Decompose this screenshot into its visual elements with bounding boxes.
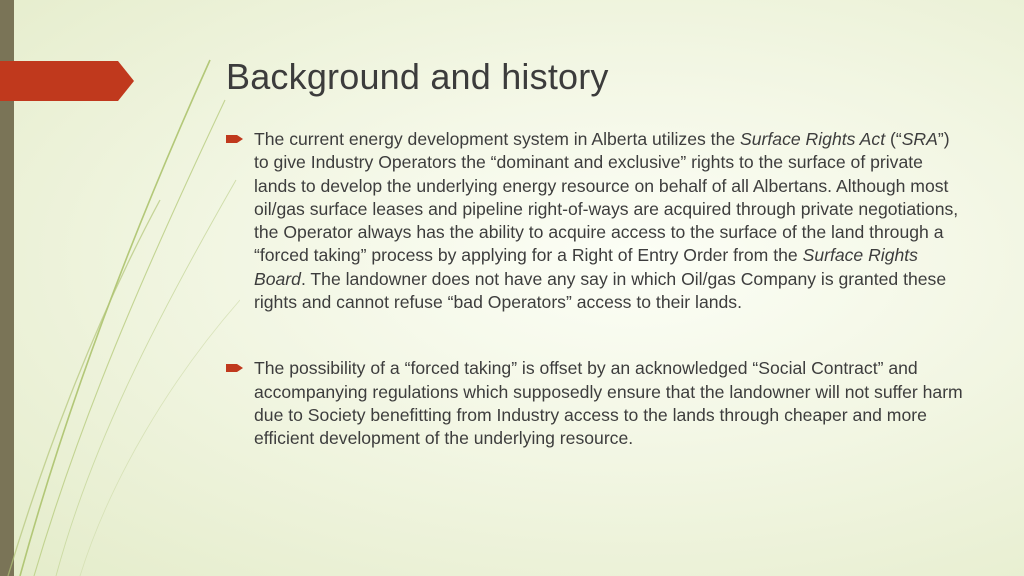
board-name: Surface Rights Board bbox=[254, 245, 918, 289]
bullet-text-segment: (“ bbox=[885, 129, 902, 149]
bullet-text: The possibility of a “forced taking” is offset by an acknowledged “Social Contract” and accompanying regulations which supposedly ensure that the landowner will not suffer harm due to Society benefitting from Industry access to the lands through cheaper and more efficient development of the underlying resource. bbox=[254, 358, 963, 449]
bullet-text-segment: The current energy development system in Alberta utilizes the bbox=[254, 129, 741, 149]
slide-title: Background and history bbox=[226, 56, 609, 97]
bullet-text-segment: ”) to give Industry Operators the “dominant and exclusive” rights to the surface of private lands to develop the underlying energy resource on behalf of all Albertans. Although most oil/gas surface leases and pipeline right-of-ways are acquired through private negotiations, the Operator always has the ability to acquire access to the surface of the land through a “forced taking” process by applying for a Right of Entry Order from the bbox=[254, 129, 959, 266]
bullet-text-segment: . The landowner does not have any say in which Oil/gas Company is granted these rights and cannot refuse “bad Operators” access to their lands. bbox=[254, 268, 947, 313]
act-name: Surface Rights Act bbox=[740, 129, 886, 149]
act-abbreviation: SRA bbox=[901, 129, 938, 149]
bullet-item bbox=[226, 128, 966, 314]
bullet-text bbox=[254, 128, 966, 314]
bullet-list bbox=[226, 128, 966, 451]
bullet-item bbox=[226, 357, 966, 450]
title-accent-arrow bbox=[0, 61, 134, 101]
arrow-bullet-icon bbox=[226, 362, 244, 374]
arrow-bullet-icon bbox=[226, 133, 244, 145]
